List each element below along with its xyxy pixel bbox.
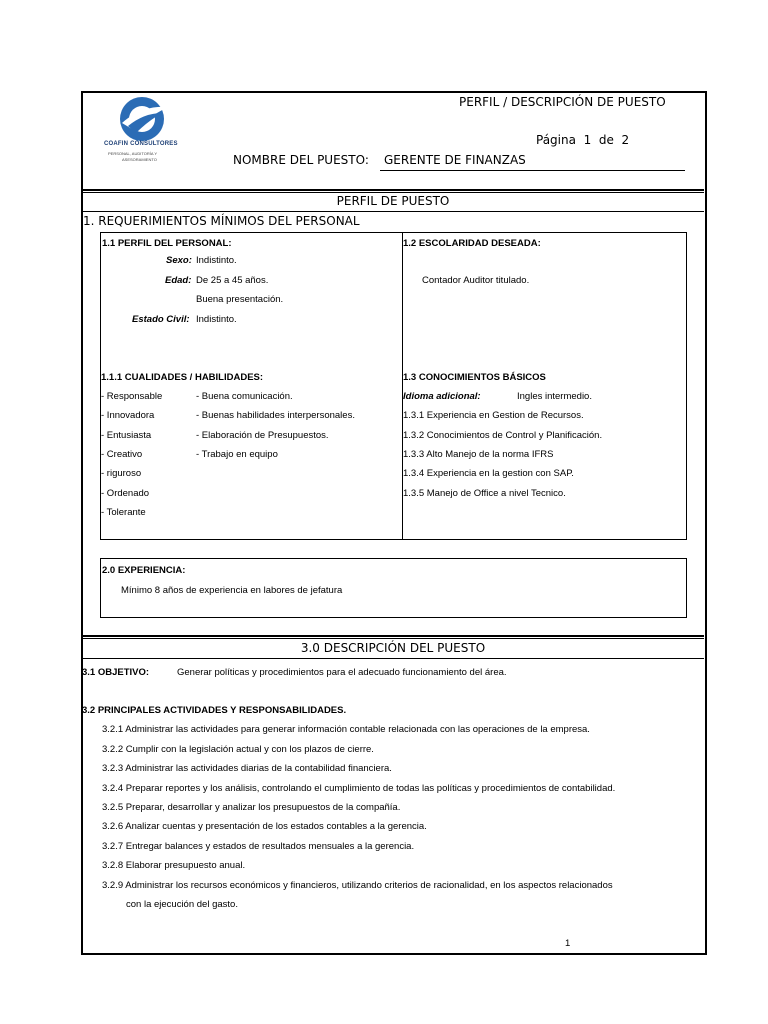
quality-item: - riguroso	[101, 468, 142, 479]
company-logo	[92, 93, 192, 173]
knowledge-item: 1.3.3 Alto Manejo de la norma IFRS	[403, 449, 554, 460]
divider	[82, 192, 704, 193]
language-value: Ingles intermedio.	[517, 391, 592, 402]
quality-item: - Innovadora	[101, 410, 155, 421]
objective-value: Generar políticas y procedimientos para el adecuado funcionamiento del área.	[177, 667, 507, 678]
logo-subtext-2: ASESORAMIENTO	[122, 157, 157, 162]
knowledge-item: 1.3.4 Experiencia en la gestion con SAP.	[403, 468, 574, 479]
position-value: GERENTE DE FINANZAS	[384, 153, 526, 167]
activity-item: 3.2.1 Administrar las actividades para generar información contable relacionada con las operaciones de la empresa.	[102, 724, 590, 735]
civil-status-value: Indistinto.	[196, 314, 237, 325]
objective-label: 3.1 OBJETIVO:	[82, 667, 150, 678]
civil-status-label: Estado Civil:	[132, 314, 190, 325]
skill-item: - Buenas habilidades interpersonales.	[196, 410, 355, 421]
knowledge-item: 1.3.2 Conocimientos de Control y Planificación.	[403, 430, 603, 441]
education-value: Contador Auditor titulado.	[422, 275, 530, 286]
footer-page-number: 1	[565, 938, 571, 949]
page-total: 2	[621, 133, 630, 147]
sex-label: Sexo:	[166, 255, 192, 266]
quality-item: - Creativo	[101, 449, 143, 460]
experience-title: 2.0 EXPERIENCIA:	[102, 565, 186, 576]
requirements-title: 1. REQUERIMIENTOS MÍNIMOS DEL PERSONAL	[83, 214, 360, 228]
qualities-title: 1.1.1 CUALIDADES / HABILIDADES:	[101, 372, 264, 383]
page-current: 1	[583, 133, 592, 147]
page-label: Página	[536, 133, 576, 147]
divider	[82, 211, 704, 212]
quality-item: - Ordenado	[101, 488, 150, 499]
skill-item: - Trabajo en equipo	[196, 449, 278, 460]
divider	[82, 638, 704, 639]
education-title: 1.2 ESCOLARIDAD DESEADA:	[403, 238, 541, 249]
activity-item: 3.2.3 Administrar las actividades diarias de la contabilidad financiera.	[102, 763, 392, 774]
activity-item: 3.2.7 Entregar balances y estados de resultados mensuales a la gerencia.	[102, 841, 415, 852]
activity-item: 3.2.4 Preparar reportes y los análisis, controlando el cumplimiento de todas las políticas y procedimientos de contabilidad.	[102, 783, 616, 794]
activity-continuation: con la ejecución del gasto.	[126, 899, 238, 910]
skill-item: - Buena comunicación.	[196, 391, 293, 402]
position-underline	[380, 170, 685, 171]
age-label: Edad:	[165, 275, 192, 286]
knowledge-item: 1.3.1 Experiencia en Gestion de Recursos.	[403, 410, 584, 421]
knowledge-title: 1.3 CONOCIMIENTOS BÁSICOS	[403, 372, 546, 383]
activity-item: 3.2.9 Administrar los recursos económicos y financieros, utilizando criterios de racionalidad, en los aspectos relacionados	[102, 880, 613, 891]
experience-value: Mínimo 8 años de experiencia en labores de jefatura	[121, 585, 343, 596]
document-title: PERFIL / DESCRIPCIÓN DE PUESTO	[459, 95, 666, 109]
skill-item: - Elaboración de Presupuestos.	[196, 430, 329, 441]
activities-title: 3.2 PRINCIPALES ACTIVIDADES Y RESPONSABILIDADES.	[82, 705, 347, 716]
knowledge-item: 1.3.5 Manejo de Office a nivel Tecnico.	[403, 488, 566, 499]
page-of: de	[598, 133, 614, 147]
language-label: Idioma adicional:	[403, 391, 481, 402]
activity-item: 3.2.5 Preparar, desarrollar y analizar los presupuestos de la compañía.	[102, 802, 401, 813]
age-value: De 25 a 45 años.	[196, 275, 269, 286]
sex-value: Indistinto.	[196, 255, 237, 266]
divider	[82, 635, 704, 637]
logo-text: COAFIN CONSULTORES	[104, 141, 178, 147]
personal-profile-title: 1.1 PERFIL DEL PERSONAL:	[102, 238, 232, 249]
divider	[82, 189, 704, 191]
logo-subtext: PERSONAL, AUDITORÍA Y	[108, 151, 157, 156]
quality-item: - Responsable	[101, 391, 163, 402]
divider	[82, 658, 704, 659]
quality-item: - Tolerante	[101, 507, 146, 518]
section-title-description: 3.0 DESCRIPCIÓN DEL PUESTO	[300, 641, 486, 655]
section-title-profile: PERFIL DE PUESTO	[336, 194, 450, 208]
presentation-value: Buena presentación.	[196, 294, 284, 305]
quality-item: - Entusiasta	[101, 430, 152, 441]
activity-item: 3.2.8 Elaborar presupuesto anual.	[102, 860, 246, 871]
activity-item: 3.2.2 Cumplir con la legislación actual y con los plazos de cierre.	[102, 744, 374, 755]
page-indicator	[536, 133, 629, 147]
position-label: NOMBRE DEL PUESTO:	[233, 153, 369, 167]
activity-item: 3.2.6 Analizar cuentas y presentación de los estados contables a la gerencia.	[102, 821, 427, 832]
